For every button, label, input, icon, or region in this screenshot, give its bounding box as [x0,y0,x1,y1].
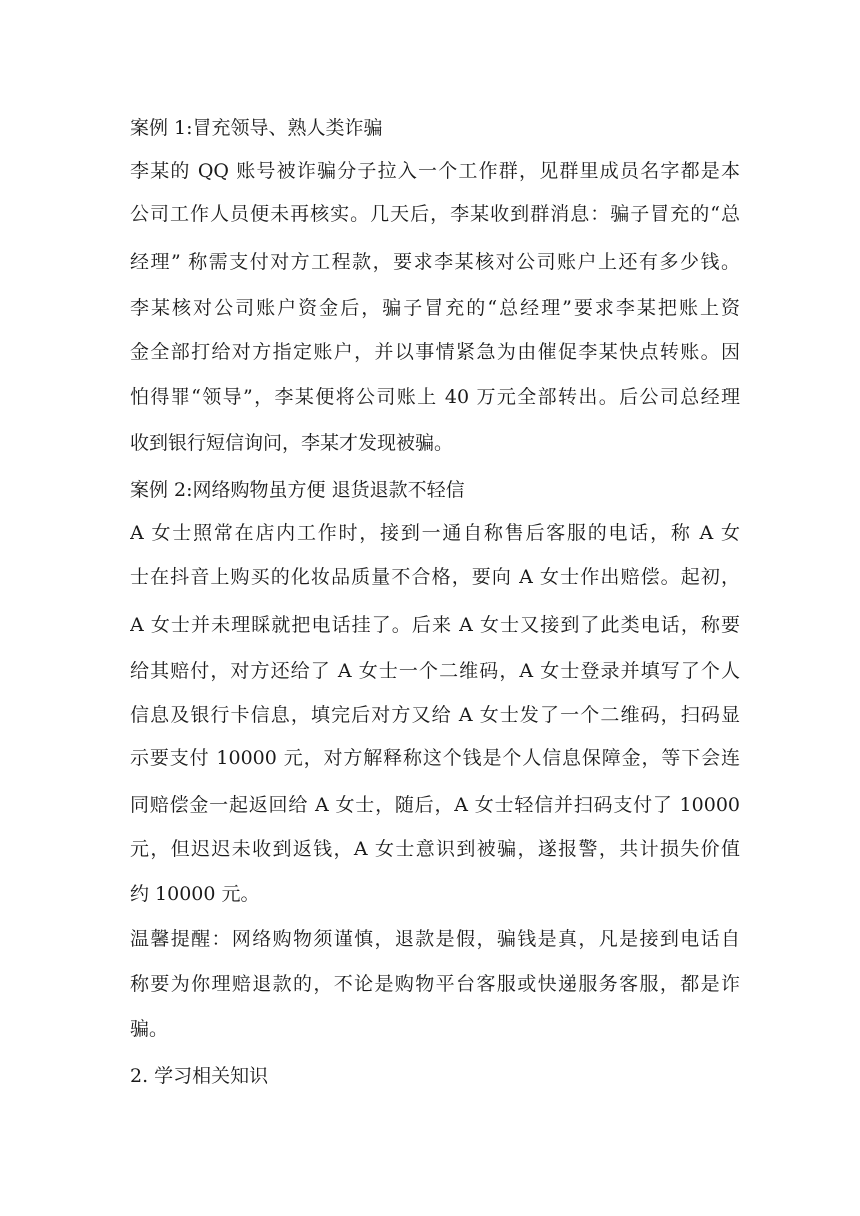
reminder-paragraph-line: 称要为你理赔退款的，不论是购物平台客服或快递服务客服，都是诈 [130,973,740,995]
case-1-paragraph-line: 李某的 QQ 账号被诈骗分子拉入一个工作群，见群里成员名字都是本 [130,160,740,182]
case-1-paragraph-line: 收到银行短信询问，李某才发现被骗。 [130,432,454,454]
case-2-paragraph-line: A 女士并未理睬就把电话挂了。后来 A 女士又接到了此类电话，称要 [130,614,740,636]
case-2-paragraph-line: 约 10000 元。 [130,883,260,905]
reminder-paragraph-line: 骗。 [130,1018,169,1040]
case-2-heading: 案例 2:网络购物虽方便 退货退款不轻信 [130,479,465,501]
case-2-paragraph-line: 示要支付 10000 元，对方解释称这个钱是个人信息保障金，等下会连 [130,747,740,769]
case-2-paragraph-line: 元，但迟迟未收到返钱，A 女士意识到被骗，遂报警，共计损失价值 [130,838,740,860]
case-2-paragraph-line: 士在抖音上购买的化妆品质量不合格，要向 A 女士作出赔偿。起初， [130,566,740,588]
case-1-paragraph-line: 李某核对公司账户资金后，骗子冒充的“总经理”要求李某把账上资 [130,297,740,319]
case-1-paragraph-line: 怕得罪“领导”，李某便将公司账上 40 万元全部转出。后公司总经理 [130,386,740,408]
case-2-paragraph-line: 给其赔付，对方还给了 A 女士一个二维码，A 女士登录并填写了个人 [130,660,740,682]
case-1-heading: 案例 1:冒充领导、熟人类诈骗 [130,117,383,139]
case-2-paragraph-line: 同赔偿金一起返回给 A 女士，随后，A 女士轻信并扫码支付了 10000 [130,794,740,816]
case-1-paragraph-line: 经理” 称需支付对方工程款，要求李某核对公司账户上还有多少钱。 [130,251,740,273]
case-2-paragraph-line: A 女士照常在店内工作时，接到一通自称售后客服的电话，称 A 女 [130,522,740,544]
case-1-paragraph-line: 公司工作人员便未再核实。几天后，李某收到群消息：骗子冒充的“总 [130,203,740,225]
case-2-paragraph-line: 信息及银行卡信息，填完后对方又给 A 女士发了一个二维码，扫码显 [130,704,740,726]
case-1-paragraph-line: 金全部打给对方指定账户，并以事情紧急为由催促李某快点转账。因 [130,341,740,363]
reminder-paragraph-line: 温馨提醒：网络购物须谨慎，退款是假，骗钱是真，凡是接到电话自 [130,928,740,950]
section-2-heading: 2. 学习相关知识 [130,1065,269,1087]
